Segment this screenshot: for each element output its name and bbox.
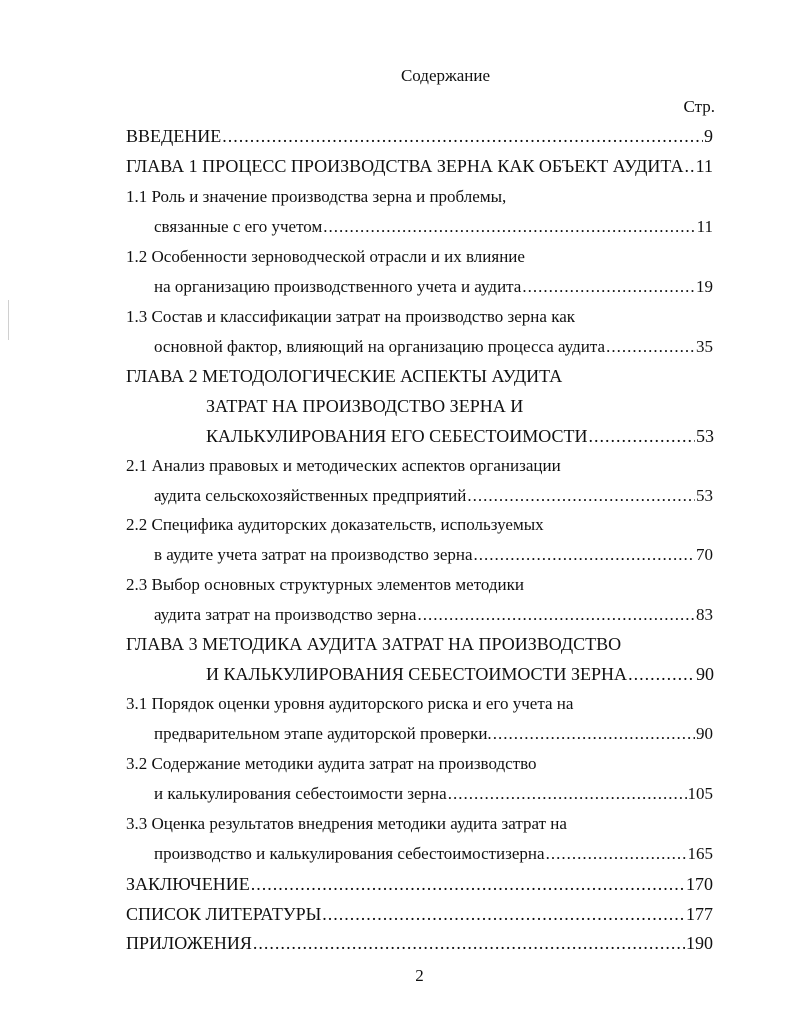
toc-page-number: 70 bbox=[696, 545, 713, 564]
toc-entry-1-2-line1[interactable] bbox=[126, 247, 525, 267]
toc-entry-text: производство и калькулирования себестоимостизерна bbox=[154, 844, 545, 863]
toc-entry-text: и калькулирования себестоимости зерна bbox=[154, 784, 447, 803]
toc-leader bbox=[628, 664, 695, 684]
toc-leader bbox=[323, 217, 695, 237]
toc-entry-chapter-1[interactable] bbox=[126, 156, 713, 176]
toc-entry-chapter-2-line2[interactable] bbox=[206, 396, 523, 416]
toc-entry-text: 3.2 Содержание методики аудита затрат на производство bbox=[126, 754, 537, 773]
toc-entry-text: в аудите учета затрат на производство зерна bbox=[154, 545, 473, 564]
toc-entry-3-1-line1[interactable] bbox=[126, 694, 573, 714]
toc-entry-1-1-line2[interactable] bbox=[154, 217, 713, 237]
toc-leader bbox=[474, 545, 695, 565]
toc-page-number: 19 bbox=[696, 277, 713, 296]
toc-page-number: 177 bbox=[686, 904, 713, 924]
toc-page-number: 165 bbox=[687, 844, 713, 863]
toc-page-number: 11 bbox=[696, 217, 713, 236]
toc-entry-3-3-line1[interactable] bbox=[126, 814, 567, 834]
toc-leader bbox=[522, 277, 695, 297]
toc-page-number: 83 bbox=[696, 605, 713, 624]
toc-entry-text: ЗАТРАТ НА ПРОИЗВОДСТВО ЗЕРНА И bbox=[206, 396, 524, 416]
toc-entry-chapter-3-line1[interactable] bbox=[126, 634, 621, 654]
toc-leader bbox=[493, 724, 695, 744]
toc-page-number: 90 bbox=[696, 724, 713, 743]
toc-entry-3-2-line2[interactable] bbox=[154, 784, 713, 804]
toc-entry-references[interactable] bbox=[126, 904, 713, 924]
toc-page-number: 190 bbox=[686, 933, 713, 953]
page-column-header: Стр. bbox=[683, 97, 715, 116]
toc-page-number: 53 bbox=[696, 426, 714, 446]
toc-entry-2-2-line2[interactable] bbox=[154, 545, 713, 565]
toc-entry-text: 2.1 Анализ правовых и методических аспектов организации bbox=[126, 456, 561, 475]
toc-entry-text: связанные с его учетом bbox=[154, 217, 323, 236]
toc-leader bbox=[251, 874, 685, 894]
toc-entry-1-1-line1[interactable] bbox=[126, 187, 506, 207]
toc-entry-1-3-line2[interactable] bbox=[154, 337, 713, 357]
toc-entry-text: СПИСОК ЛИТЕРАТУРЫ bbox=[126, 904, 322, 924]
toc-leader bbox=[684, 156, 694, 176]
toc-leader bbox=[448, 784, 687, 804]
toc-entry-text: на организацию производственного учета и аудита bbox=[154, 277, 522, 296]
toc-entry-text: ВВЕДЕНИЕ bbox=[126, 126, 222, 146]
toc-leader bbox=[322, 904, 685, 924]
toc-entry-chapter-2-line3[interactable] bbox=[206, 426, 714, 446]
toc-entry-text: КАЛЬКУЛИРОВАНИЯ ЕГО СЕБЕСТОИМОСТИ bbox=[206, 426, 588, 446]
toc-leader bbox=[546, 844, 687, 864]
toc-entry-text: основной фактор, влияющий на организацию процесса аудита bbox=[154, 337, 606, 356]
toc-leader bbox=[222, 126, 703, 146]
toc-page-number: 35 bbox=[696, 337, 713, 356]
toc-entry-text: 3.1 Порядок оценки уровня аудиторского риска и его учета на bbox=[126, 694, 574, 713]
toc-entry-2-1-line2[interactable] bbox=[154, 486, 713, 506]
toc-entry-text: аудита затрат на производство зерна bbox=[154, 605, 417, 624]
toc-entry-conclusion[interactable] bbox=[126, 874, 713, 894]
toc-leader bbox=[417, 605, 695, 625]
toc-entry-text: ГЛАВА 2 МЕТОДОЛОГИЧЕСКИЕ АСПЕКТЫ АУДИТА bbox=[126, 366, 563, 386]
toc-entry-text: 2.2 Специфика аудиторских доказательств, используемых bbox=[126, 515, 544, 534]
toc-entry-1-3-line1[interactable] bbox=[126, 307, 575, 327]
toc-page-number: 11 bbox=[695, 156, 713, 176]
toc-entry-3-3-line2[interactable] bbox=[154, 844, 713, 864]
toc-entry-text: ПРИЛОЖЕНИЯ bbox=[126, 933, 252, 953]
page-title: Содержание bbox=[400, 66, 491, 85]
scan-margin-mark bbox=[8, 300, 9, 340]
toc-entry-introduction[interactable] bbox=[126, 126, 713, 146]
toc-page-number: 90 bbox=[696, 664, 714, 684]
toc-page-number: 105 bbox=[687, 784, 713, 803]
toc-entry-text: ГЛАВА 3 МЕТОДИКА АУДИТА ЗАТРАТ НА ПРОИЗВОДСТВО bbox=[126, 634, 622, 654]
toc-entry-appendices[interactable] bbox=[126, 933, 713, 953]
toc-entry-3-1-line2[interactable] bbox=[154, 724, 713, 744]
toc-entry-text: ЗАКЛЮЧЕНИЕ bbox=[126, 874, 250, 894]
toc-entry-text: И КАЛЬКУЛИРОВАНИЯ СЕБЕСТОИМОСТИ ЗЕРНА bbox=[206, 664, 628, 684]
toc-entry-2-3-line1[interactable] bbox=[126, 575, 524, 595]
toc-entry-2-1-line1[interactable] bbox=[126, 456, 561, 476]
toc-entry-chapter-2-line1[interactable] bbox=[126, 366, 562, 386]
toc-leader bbox=[589, 426, 696, 446]
toc-entry-1-2-line2[interactable] bbox=[154, 277, 713, 297]
toc-entry-text: 1.1 Роль и значение производства зерна и проблемы, bbox=[126, 187, 507, 206]
toc-entry-chapter-3-line2[interactable] bbox=[206, 664, 714, 684]
toc-entry-2-2-line1[interactable] bbox=[126, 515, 544, 535]
toc-entry-text: 1.3 Состав и классификации затрат на производство зерна как bbox=[126, 307, 576, 326]
toc-page-number: 9 bbox=[704, 126, 713, 146]
toc-entry-text: аудита сельскохозяйственных предприятий bbox=[154, 486, 467, 505]
toc-leader bbox=[606, 337, 695, 357]
toc-leader bbox=[253, 933, 685, 953]
toc-page-number: 170 bbox=[686, 874, 713, 894]
toc-entry-3-2-line1[interactable] bbox=[126, 754, 537, 774]
toc-entry-text: 1.2 Особенности зерноводческой отрасли и их влияние bbox=[126, 247, 525, 266]
toc-entry-2-3-line2[interactable] bbox=[154, 605, 713, 625]
toc-entry-text: 2.3 Выбор основных структурных элементов методики bbox=[126, 575, 525, 594]
toc-entry-text: предварительном этапе аудиторской проверки. bbox=[154, 724, 492, 743]
toc-entry-text: ГЛАВА 1 ПРОЦЕСС ПРОИЗВОДСТВА ЗЕРНА КАК ОБЪЕКТ АУДИТА bbox=[126, 156, 684, 176]
toc-page-number: 53 bbox=[696, 486, 713, 505]
toc-leader bbox=[467, 486, 695, 506]
toc-entry-text: 3.3 Оценка результатов внедрения методики аудита затрат на bbox=[126, 814, 567, 833]
page-number: 2 bbox=[415, 966, 424, 985]
